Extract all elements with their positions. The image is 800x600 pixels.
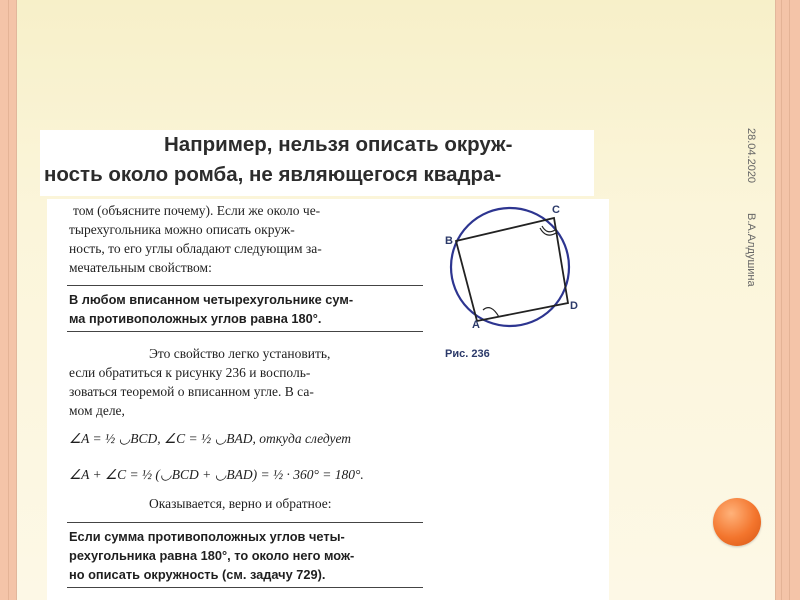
theorem-rule-top [67,285,423,286]
theorem-1-line-2: ма противоположных углов равна 180°. [69,311,322,326]
paragraph-2-line-1: Это свойство легко установить, [149,346,331,361]
figure-label-b: B [445,235,453,247]
paragraph-2-line-4: мом деле, [69,403,125,418]
textbook-page [47,199,609,600]
quadrilateral-abcd [456,218,568,321]
paragraph-1-line-1: том (объясните почему). Если же около че- [73,203,321,218]
theorem-2-line-1: Если сумма противоположных углов четы- [69,529,345,544]
theorem-2-line-3: но описать окружность (см. задачу 729). [69,567,326,582]
paragraph-3: Оказывается, верно и обратное: [149,496,332,511]
figure-label-c: C [552,204,560,216]
figure-label-a: A [472,319,480,331]
paragraph-2-line-2: если обратиться к рисунку 236 и восполь- [69,365,311,380]
paragraph-1-line-2: тырехугольника можно описать окруж- [69,222,295,237]
theorem-2-line-2: рехугольника равна 180°, то около него мож- [69,548,355,563]
theorem-rule-bottom [67,331,423,332]
banner-line-1: Например, нельзя описать окруж- [164,133,513,156]
figure-label-d: D [570,300,578,312]
decorative-orb [713,498,761,546]
theorem-rule-bottom-2 [67,587,423,588]
theorem-rule-top-2 [67,522,423,523]
title-banner [40,130,594,196]
formula-1: ∠A = ½ ◡BCD, ∠C = ½ ◡BAD, откуда следует [69,431,352,446]
circumscribed-circle [451,208,569,326]
slide-author: В.А.Алдушина [745,213,757,287]
figure-caption: Рис. 236 [445,348,490,360]
formula-2: ∠A + ∠C = ½ (◡BCD + ◡BAD) = ½ · 360° = 180°. [69,467,364,482]
banner-line-2: ность около ромба, не являющегося квадра- [44,163,502,186]
angle-a-arc [483,308,499,317]
paragraph-1-line-4: мечательным свойством: [69,260,212,275]
theorem-1-line-1: В любом вписанном четырехугольнике сум- [69,292,354,307]
border-stripe [781,0,782,600]
border-stripe [8,0,9,600]
paragraph-2-line-3: зоваться теоремой о вписанном угле. В са- [69,384,314,399]
slide-date: 28.04.2020 [745,128,757,184]
paragraph-1-line-3: ность, то его углы обладают следующим за- [69,241,322,256]
border-stripe [789,0,790,600]
